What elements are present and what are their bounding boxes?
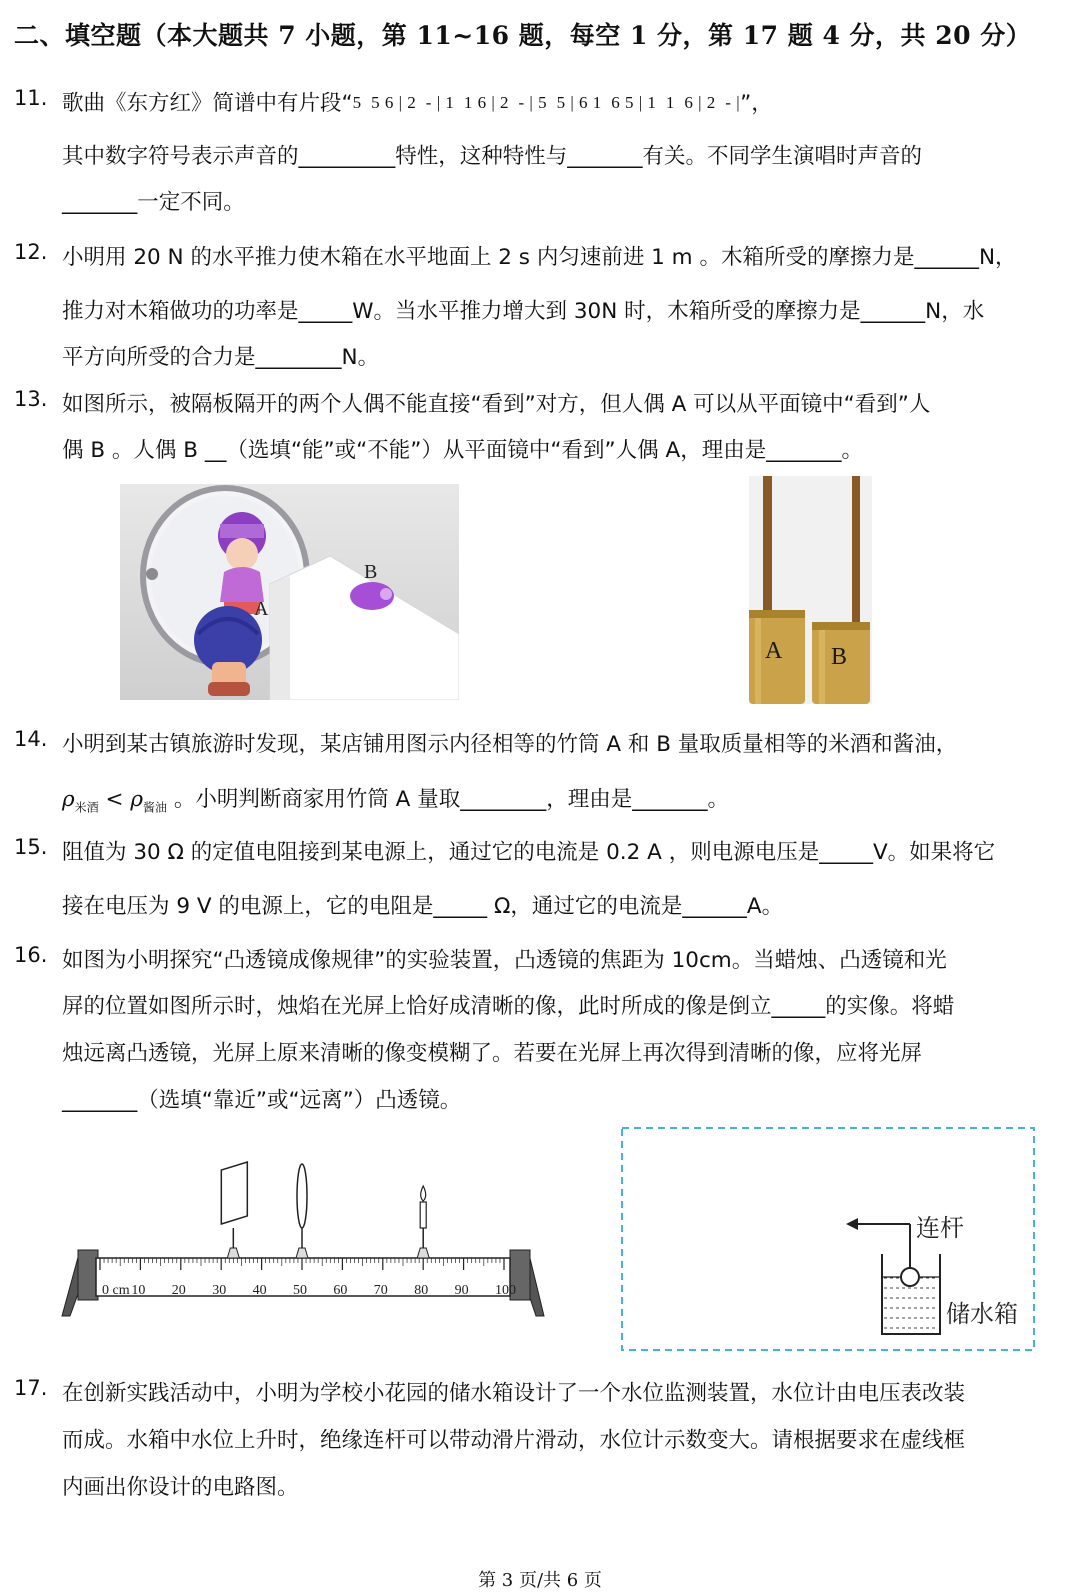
doll-b: [350, 582, 394, 610]
question-line: _______（选填“靠近”或“远离”）凸透镜。: [62, 1088, 462, 1113]
question-number: 13.: [14, 387, 48, 411]
scale-label: 50: [293, 1283, 307, 1298]
subscript-soy-sauce: 酱油: [142, 800, 167, 815]
rod-label: 连杆: [916, 1214, 964, 1242]
question-number: 16.: [14, 943, 48, 967]
circuit-drawing-box: [620, 1126, 1038, 1354]
scale-label: 70: [373, 1283, 388, 1298]
question-line: 小明用 20 N 的水平推力使木箱在水平地面上 2 s 内匀速前进 1 m 。木箱所受的摩擦力是______N，: [62, 245, 1017, 270]
question-line: 偶 B 。人偶 B __（选填“能”或“不能”）从平面镜中“看到”人偶 A，理由是_______。: [62, 438, 863, 463]
scale-label: 90: [454, 1283, 469, 1298]
section-title: 二、填空题（本大题共 7 小题，第 11~16 题，每空 1 分，第 17 题 4 分，共 20 分）: [14, 21, 1032, 50]
question-line: 内画出你设计的电路图。: [62, 1475, 299, 1500]
question-number: 15.: [14, 835, 48, 859]
question-line: 小明到某古镇旅游时发现，某店铺用图示内径相等的竹筒 A 和 B 量取质量相等的米酒和酱油，: [62, 732, 958, 757]
question-line: 其中数字符号表示声音的_________特性，这种特性与_______有关。不同学生演唱时声音的: [62, 144, 923, 169]
scale-label: 20: [171, 1283, 186, 1298]
subscript-rice-wine: 米酒: [74, 800, 99, 815]
question-number: 17.: [14, 1376, 48, 1400]
scale-label: 30: [212, 1283, 227, 1298]
convex-lens: [296, 1164, 308, 1258]
question-line: 阻值为 30 Ω 的定值电阻接到某电源上，通过它的电流是 0.2 A ，则电源电压是_____V。如果将它: [62, 840, 996, 865]
question-line: 推力对木箱做功的功率是_____W。当水平推力增大到 30N 时，木箱所受的摩擦力是______N，水: [62, 299, 985, 324]
question-line: 烛远离凸透镜，光屏上原来清晰的像变模糊了。若要在光屏上再次得到清晰的像，应将光屏: [62, 1041, 923, 1066]
question-number: 14.: [14, 727, 48, 751]
bamboo-tubes-photo: [749, 476, 872, 704]
question-number: 12.: [14, 240, 48, 264]
label-a: A: [765, 638, 783, 664]
candle-flame: [421, 1186, 426, 1201]
question-line: 而成。水箱中水位上升时，绝缘连杆可以带动滑片滑动，水位计示数变大。请根据要求在虚线框: [62, 1428, 966, 1453]
question-line: 接在电压为 9 V 的电源上，它的电阻是_____ Ω，通过它的电流是______A。: [62, 894, 784, 919]
question-line: _______一定不同。: [62, 190, 245, 215]
question-line: 在创新实践活动中，小明为学校小花园的储水箱设计了一个水位监测装置，水位计由电压表改装: [62, 1381, 966, 1406]
scale-label: 10: [131, 1283, 146, 1298]
candle: [417, 1186, 429, 1258]
optical-bench-diagram: [60, 1158, 548, 1318]
question-line: 歌曲《东方红》简谱中有片段“5 5 6 | 2 - | 1 1 6 | 2 - | 5 5 | 6 1 6 5 | 1 1 6 | 2 - |”，: [62, 91, 773, 116]
question-line: 屏的位置如图所示时，烛焰在光屏上恰好成清晰的像，此时所成的像是倒立_____的实像。将蜡: [62, 994, 955, 1019]
question-line: 如图为小明探究“凸透镜成像规律”的实验装置，凸透镜的焦距为 10cm。当蜡烛、凸透镜和光: [62, 948, 947, 973]
scale-label: 40: [252, 1283, 267, 1298]
question-line: 如图所示，被隔板隔开的两个人偶不能直接“看到”对方，但人偶 A 可以从平面镜中“看到”人: [62, 392, 931, 417]
music-notation: 5 5 6 | 2 - | 1 1 6 | 2 - | 5 5 | 6 1 6 5 | 1 1 6 | 2 - |: [352, 93, 741, 112]
question-line: $\rho_{米酒} < \rho_{酱油}$ 。小明判断商家用竹筒 A 量取________，理由是_______。: [62, 787, 729, 815]
scale-label: 100: [495, 1283, 516, 1298]
question-number: 11.: [14, 86, 48, 110]
question-line: 平方向所受的合力是________N。: [62, 345, 380, 370]
scale-label: 0 cm: [102, 1283, 130, 1298]
scale-label: 60: [333, 1283, 348, 1298]
scale-label: 80: [414, 1283, 429, 1298]
label-b: B: [831, 644, 848, 670]
label-a: A: [254, 598, 269, 620]
mirror-dolls-photo: [120, 484, 459, 700]
tank-label: 储水箱: [946, 1300, 1018, 1328]
page-footer: 第 3 页/共 6 页: [478, 1570, 602, 1591]
label-b: B: [364, 561, 378, 583]
light-screen: [221, 1162, 247, 1258]
float-ball: [901, 1268, 919, 1286]
